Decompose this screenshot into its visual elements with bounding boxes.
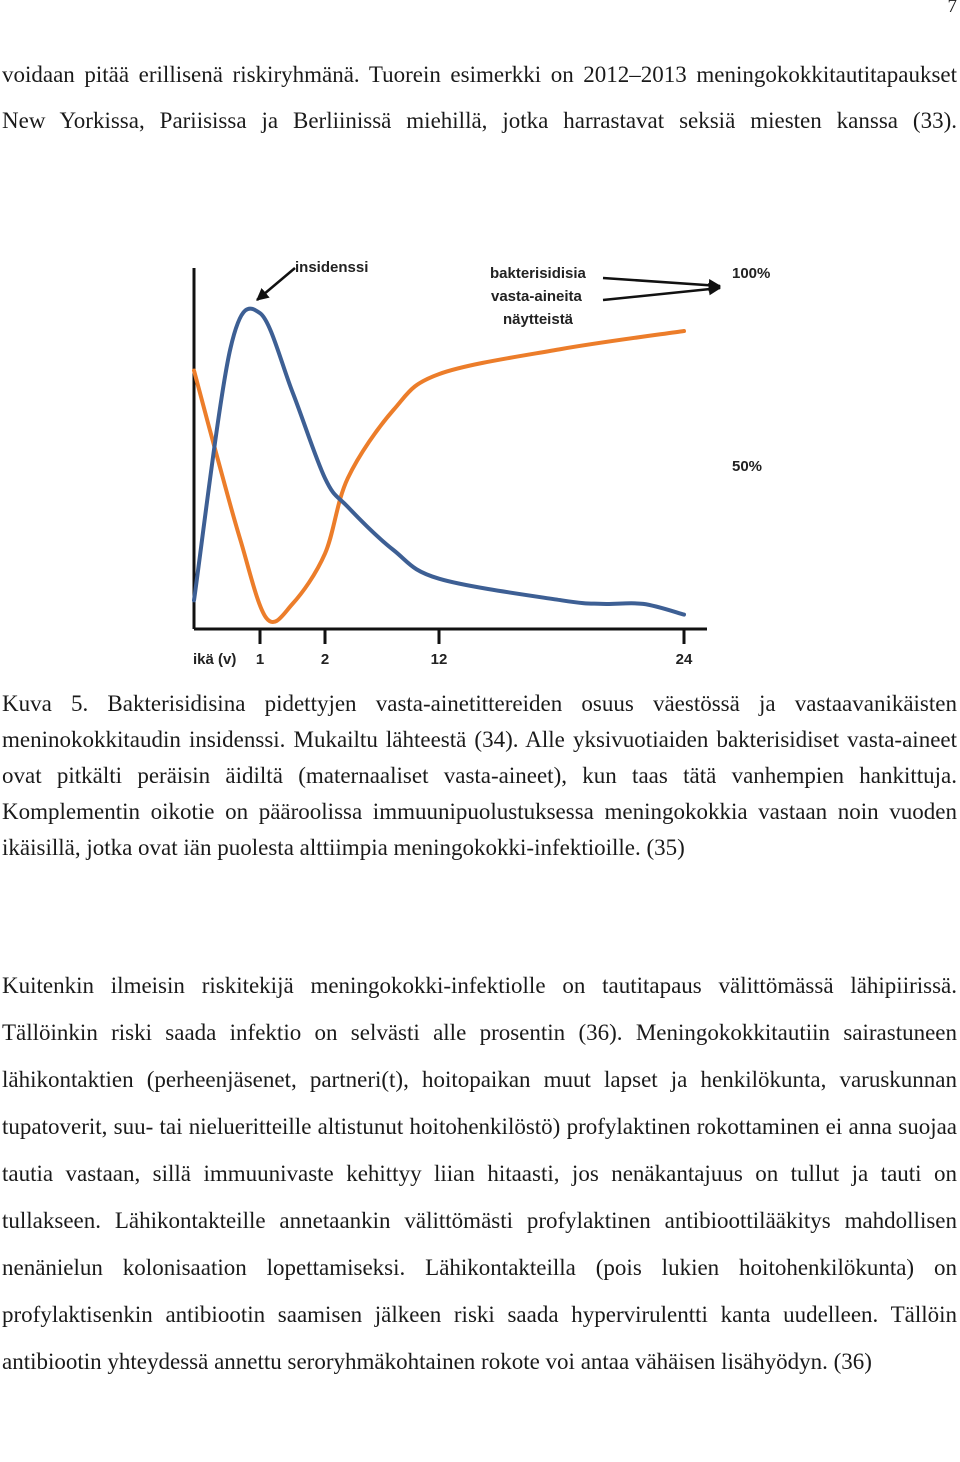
body-paragraph-1: voidaan pitää erillisenä riskiryhmänä. Tuorein esimerkki on 2012–2013 meningokokkitautitapaukset New Yorkissa, Pariisissa ja Berliinissä miehillä, jotka harrastavat seksiä miesten kanssa (33).	[2, 62, 957, 133]
arrow-antibody-2	[603, 288, 720, 300]
arrow-antibody-1	[603, 278, 720, 286]
page-number: 7	[947, 0, 957, 17]
y-tick-100: 100%	[732, 265, 771, 282]
x-axis-label: ikä (v)	[193, 651, 237, 668]
arrow-incidence	[257, 268, 295, 300]
incidence-antibody-chart	[185, 248, 785, 676]
chart-svg	[185, 248, 785, 676]
annotation-antibody-line-3: näytteistä	[503, 311, 574, 328]
x-tick-label-2: 2	[320, 651, 330, 668]
x-tick-label-12: 12	[430, 651, 448, 668]
figure-caption: Kuva 5. Bakterisidisina pidettyjen vasta-ainetittereiden osuus väestössä ja vastaavanikäisten meninokokkitaudin insidenssi. Mukailtu lähteestä (34). Alle yksivuotiaiden bakterisidiset vasta-aineet ovat pitkälti peräisin äidiltä (maternaaliset vasta-aineet), kun taas tätä vanhempien hankittuja. Komplementin oikotie on pääroolissa immuunipuolustuksessa meningokokkia vastaan noin vuoden ikäisillä, jotka ovat iän puolesta alttiimpia meningokokki-infektioille. (35)	[2, 691, 957, 860]
body-paragraph-2: Kuitenkin ilmeisin riskitekijä meningokokki-infektiolle on tautitapaus välittömässä lähipiirissä. Tällöinkin riski saada infektio on selvästi alle prosentin (36). Meningokokkitautiin sairastuneen lähikontaktien (perheenjäsenet, partneri(t), hoitopaikan muut lapset ja henkilökunta, varuskunnan tupatoverit, suu- tai nielueritteille altistunut hoitohenkilöstö) profylaktinen rokottaminen ei anna suojaa tautia vastaan, sillä immuunivaste kehittyy liian hitaasti, jos nenäkantajuus on tullut ja tauti on tullakseen. Lähikontakteille annetaankin välittömästi profylaktinen antibioottilääkitys mahdollisen nenänielun kolonisaation lopettamiseksi. Lähikontakteilla (pois lukien hoitohenkilökunta) on profylaktisenkin antibiootin saamisen jälkeen riski saada hypervirulentti kanta uudelleen. Tällöin antibiootin yhteydessä annettu seroryhmäkohtainen rokote voi antaa vähäisen lisähyödyn. (36)	[2, 973, 957, 1374]
annotation-antibody-line-1: bakterisidisia	[490, 265, 586, 282]
annotation-antibody-line-2: vasta-aineita	[491, 288, 582, 305]
x-tick-label-24: 24	[675, 651, 693, 668]
incidence-series-line	[194, 309, 684, 615]
annotation-incidence: insidenssi	[295, 259, 369, 276]
y-tick-50: 50%	[732, 458, 763, 475]
x-tick-label-1: 1	[255, 651, 265, 668]
